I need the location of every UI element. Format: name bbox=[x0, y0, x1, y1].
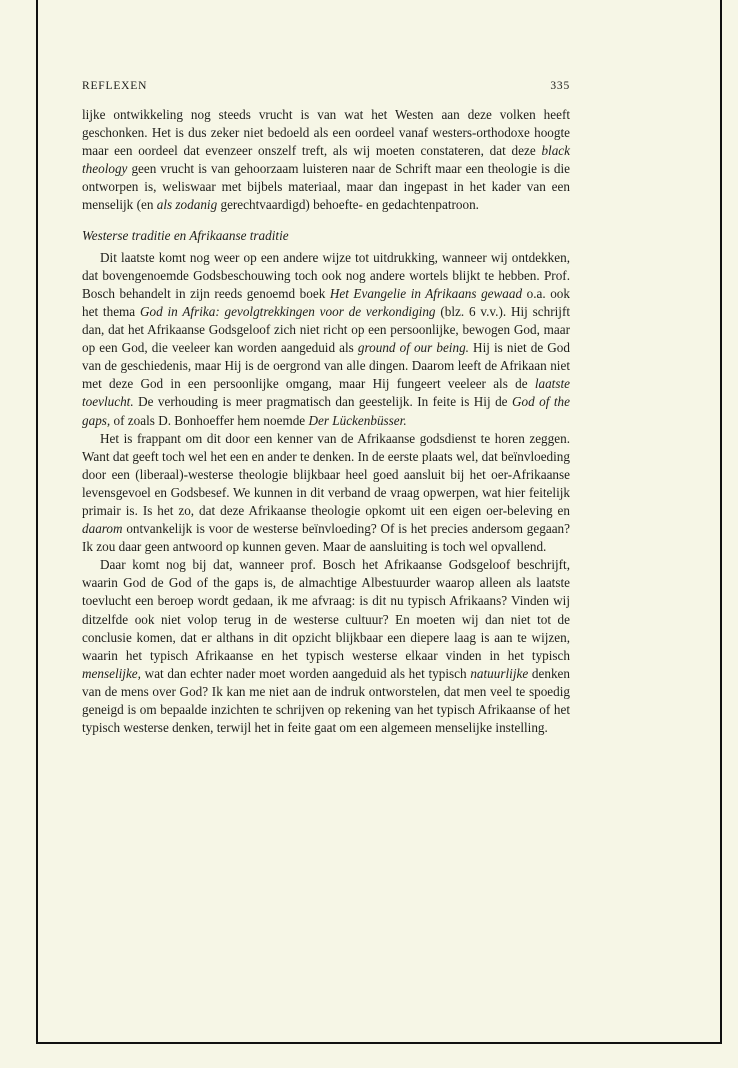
text-run: Hij is niet de God van de geschiedenis, maar Hij is de oergrond van alle dingen. Daarom leeft de Afrikaan niet met deze God in een persoonlijke omgang, maar Hij fungeert veeleer als de bbox=[82, 340, 570, 392]
text-run: De verhouding is meer pragmatisch dan geestelijk. In feite is Hij de bbox=[133, 394, 512, 410]
section-heading: Westerse traditie en Afrikaanse traditie bbox=[82, 227, 289, 243]
text-run: geen vrucht is van gehoorzaam luisteren naar de Schrift maar een theologie is die ontworpen is, weliswaar met bijbels materiaal, maar dan ingepast in het kader van een menselijk (en bbox=[82, 161, 570, 213]
text-run: Daar komt nog bij dat, wanneer prof. Bosch het Afrikaanse Godsgeloof beschrijft, waarin God de God of the gaps is, de almachtige Albestuurder waarop alleen als laatste toevlucht een beroep wordt gedaan, ik me afvraag: is dit nu typisch Afrikaans? Vinden wij ditzelfde ook niet volop terug in de westerse cultuur? En moeten wij dan niet tot de conclusie komen, dat er althans in dit opzicht blijkbaar een diepere laag is aan te wijzen, waarin het typisch Afrikaanse en het typisch westerse elkaar vinden in het typisch bbox=[82, 557, 570, 663]
paragraph bbox=[82, 249, 570, 430]
text-run: denken van de mens over God? Ik kan me niet aan de indruk ontworstelen, dat men veel te spoedig geneigd is om bepaalde inzichten te schrijven op rekening van het typisch Afrikaanse of het typisch westerse denken, terwijl het in feite gaat om een algemeen menselijke instelling. bbox=[82, 665, 570, 736]
page-number: 335 bbox=[550, 80, 570, 92]
italic-text: natuurlijke bbox=[470, 665, 529, 681]
paragraph bbox=[82, 556, 570, 737]
italic-text: Der Lückenbüsser. bbox=[308, 412, 407, 428]
text-run: gerechtvaardigd) behoefte- en gedachtenpatroon. bbox=[217, 197, 479, 213]
text-run: lijke ontwikkeling nog steeds vrucht is van wat het Westen aan deze volken heeft geschonken. Het is dus zeker niet bedoeld als een oordeel vanaf westers-orthodoxe hoogte maar een oordeel dat evenzeer onszelf treft, als wij moeten constateren, dat deze bbox=[82, 107, 570, 159]
paragraph bbox=[82, 106, 570, 215]
italic-text: menselijke, bbox=[82, 665, 141, 681]
text-run: wat dan echter nader moet worden aangeduid als het typisch bbox=[140, 665, 471, 681]
running-head-title: REFLEXEN bbox=[82, 80, 148, 92]
italic-text: daarom bbox=[82, 521, 123, 537]
italic-text: black theology bbox=[82, 143, 570, 177]
body-text bbox=[82, 106, 570, 737]
text-run: of zoals D. Bonhoeffer hem noemde bbox=[110, 412, 309, 428]
italic-text: Het Evangelie in Afrikaans gewaad bbox=[329, 285, 523, 301]
text-run: o.a. ook het thema bbox=[82, 285, 570, 319]
italic-text: laatste toevlucht. bbox=[82, 376, 570, 410]
text-run: Het is frappant om dit door een kenner van de Afrikaanse godsdienst te horen zeggen. Want dat geeft toch wel het een en ander te denken. In de eerste plaats wel, dat beïnvloeding door een (liberaal)-westerse theologie blijkbaar heel goed aansluit bij het oer-Afrikaanse levensgevoel en Godsbesef. We kunnen in dit verband de vraag opwerpen, wat hier feitelijk primair is. Is het zo, dat deze Afrikaanse theologie opkomt uit een eigen oer-beleving en bbox=[82, 430, 570, 518]
italic-text: God of the gaps, bbox=[82, 394, 570, 428]
paragraph bbox=[82, 430, 570, 557]
italic-text: ground of our being. bbox=[357, 340, 469, 356]
text-run: (blz. 6 v.v.). Hij schrijft dan, dat het Afrikaanse Godsgeloof zich niet richt op een persoonlijke, bewogen God, maar op een God, die veeleer kan worden aangeduid als bbox=[82, 303, 570, 356]
italic-text: God in Afrika: gevolgtrekkingen voor de verkondiging bbox=[139, 303, 436, 319]
text-run: Dit laatste komt nog weer op een andere wijze tot uitdrukking, wanneer wij ontdekken, dat bovengenoemde Godsbeschouwing toch ook nog andere wortels blijkt te hebben. Prof. Bosch behandelt in zijn reeds genoemd boek bbox=[82, 249, 570, 301]
italic-text: als zodanig bbox=[156, 197, 218, 213]
text-run: ontvankelijk is voor de westerse beïnvloeding? Of is het precies andersom gegaan? Ik zou daar geen antwoord op kunnen geven. Maar de aansluiting is toch wel opvallend. bbox=[82, 521, 570, 555]
